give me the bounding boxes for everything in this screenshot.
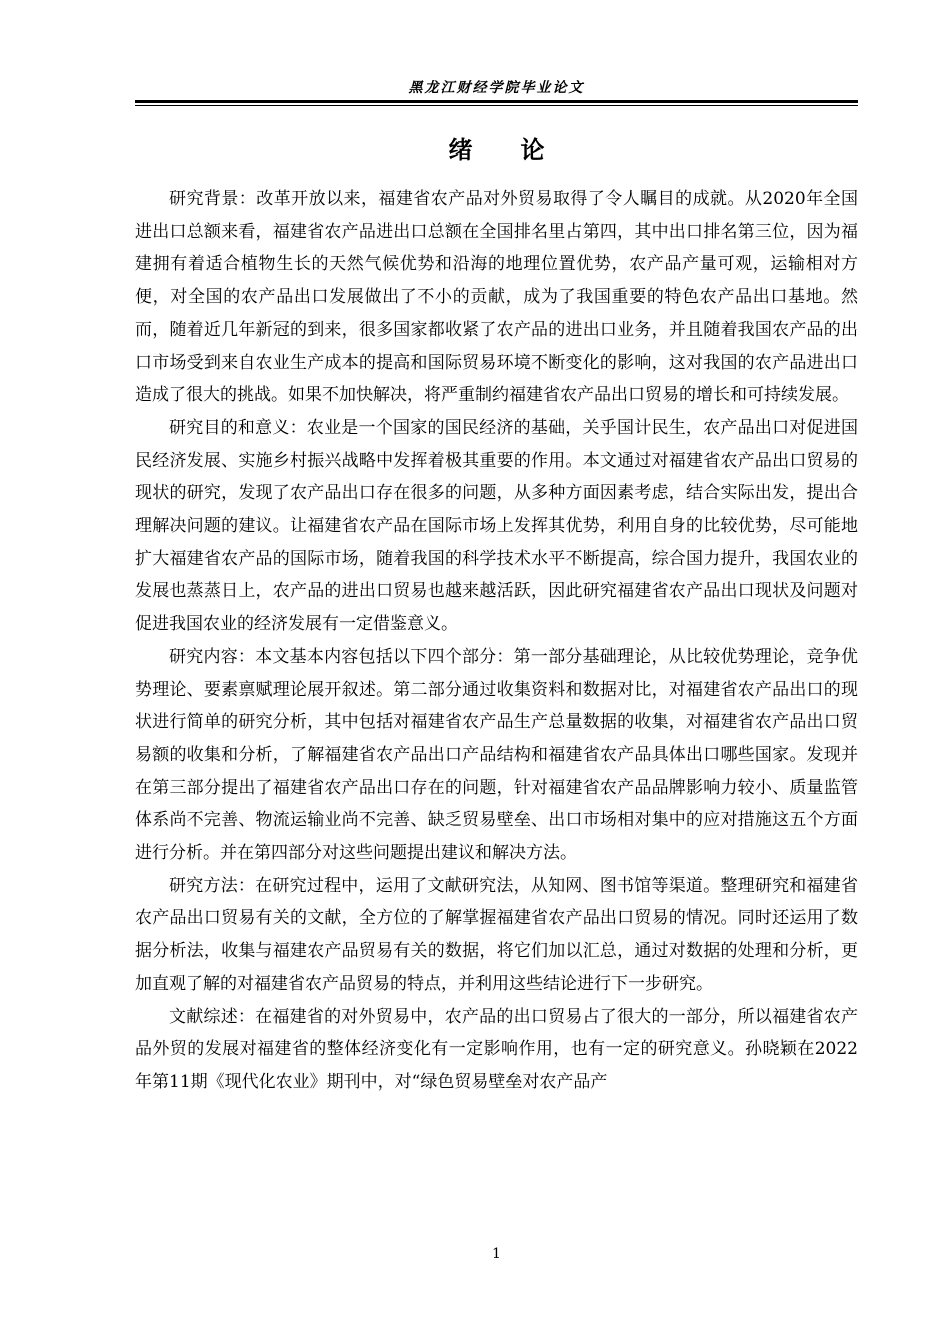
- chapter-title: 绪论: [448, 136, 593, 164]
- paragraph-research-purpose: 研究目的和意义：农业是一个国家的国民经济的基础，关乎国计民生，农产品出口对促进国民经济发展、实施乡村振兴战略中发挥着极其重要的作用。本文通过对福建省农产品出口贸易的现状的研究，发现了农产品出口存在很多的问题，从多种方面因素考虑，结合实际出发，提出合理解决问题的建议。让福建省农产品在国际市场上发挥其优势，利用自身的比较优势，尽可能地扩大福建省农产品的国际市场，随着我国的科学技术水平不断提高，综合国力提升，我国农业的发展也蒸蒸日上，农产品的进出口贸易也越来越活跃，因此研究福建省农产品出口现状及问题对促进我国农业的经济发展有一定借鉴意义。: [135, 417, 858, 635]
- paragraph-research-content: 研究内容：本文基本内容包括以下四个部分：第一部分基础理论，从比较优势理论，竞争优势理论、要素禀赋理论展开叙述。第二部分通过收集资料和数据对比，对福建省农产品出口的现状进行简单的研究分析，其中包括对福建省农产品生产总量数据的收集，对福建省农产品出口贸易额的收集和分析，了解福建省农产品出口产品结构和福建省农产品具体出口哪些国家。发现并在第三部分提出了福建省农产品出口存在的问题，针对福建省农产品品牌影响力较小、质量监管体系尚不完善、物流运输业尚不完善、缺乏贸易壁垒、出口市场相对集中的应对措施这五个方面进行分析。并在第四部分对这些问题提出建议和解决方法。: [135, 646, 858, 864]
- body-text: [135, 183, 858, 1099]
- page-number: 1: [492, 1246, 501, 1262]
- paragraph-literature-review: 文献综述：在福建省的对外贸易中，农产品的出口贸易占了很大的一部分，所以福建省农产品外贸的发展对福建省的整体经济变化有一定影响作用，也有一定的研究意义。孙晓颖在2022年第11期《现代化农业》期刊中，对“绿色贸易壁垒对农产品产: [135, 1006, 858, 1092]
- header-rule-thin: [135, 105, 858, 106]
- paragraph-research-method: 研究方法：在研究过程中，运用了文献研究法，从知网、图书馆等渠道。整理研究和福建省农产品出口贸易有关的文献，全方位的了解掌握福建省农产品出口贸易的情况。同时还运用了数据分析法，收集与福建农产品贸易有关的数据，将它们加以汇总，通过对数据的处理和分析，更加直观了解的对福建省农产品贸易的特点，并利用这些结论进行下一步研究。: [135, 875, 858, 994]
- running-header-title: 黑龙江财经学院毕业论文: [408, 80, 585, 96]
- paragraph-research-background: 研究背景：改革开放以来，福建省农产品对外贸易取得了令人瞩目的成就。从2020年全国进出口总额来看，福建省农产品进出口总额在全国排名里占第四，其中出口排名第三位，因为福建拥有着适合植物生长的天然气候优势和沿海的地理位置优势，农产品产量可观，运输相对方便，对全国的农产品出口发展做出了不小的贡献，成为了我国重要的特色农产品出口基地。然而，随着近几年新冠的到来，很多国家都收紧了农产品的进出口业务，并且随着我国农产品的出口市场受到来自农业生产成本的提高和国际贸易环境不断变化的影响，这对我国的农产品进出口造成了很大的挑战。如果不加快解决，将严重制约福建省农产品出口贸易的增长和可持续发展。: [135, 189, 858, 406]
- header-rule-thick: [135, 100, 858, 103]
